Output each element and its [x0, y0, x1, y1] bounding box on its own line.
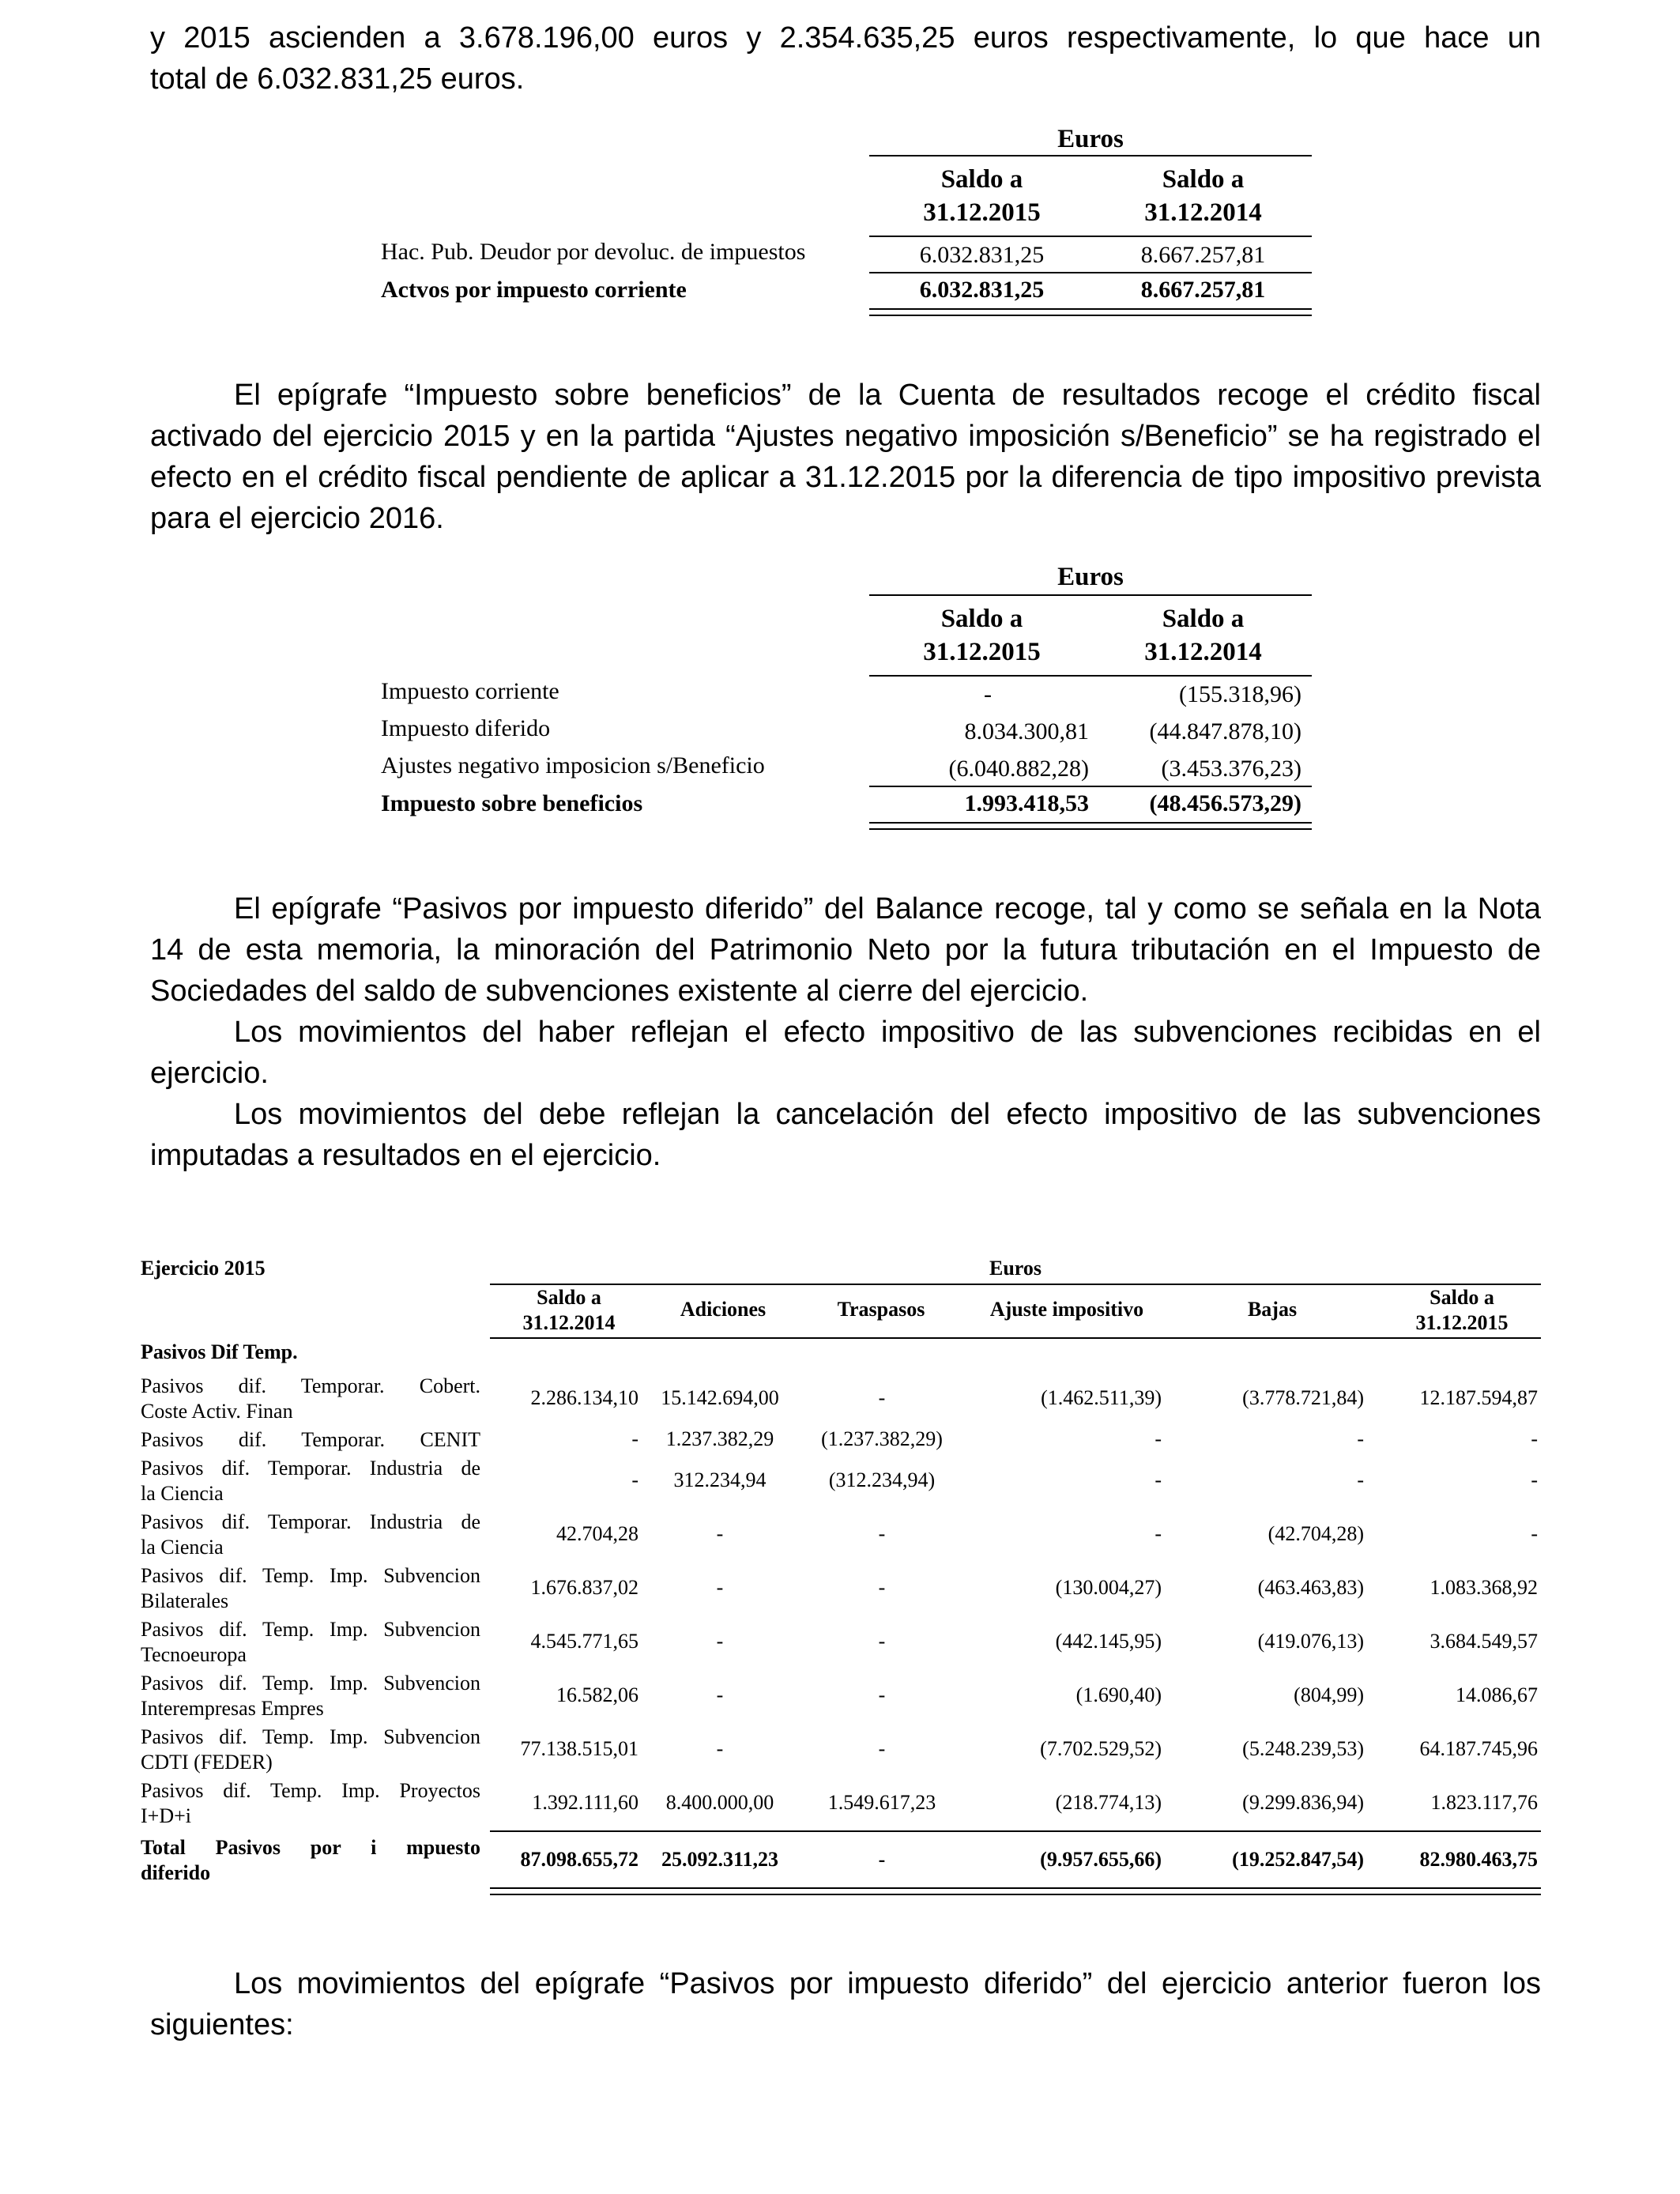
table3-cell-bajas: (419.076,13): [1257, 1630, 1364, 1653]
table3-cell-bajas: (9.299.836,94): [1242, 1791, 1364, 1814]
table3-cell-traspasos: -: [878, 1386, 886, 1409]
paragraph-intro-line1: y 2015 ascienden a 3.678.196,00 euros y 2.354.635,25 euros respectivamente, lo que hace un: [150, 21, 1541, 55]
table3-cell-adiciones: 312.234,94: [673, 1468, 767, 1491]
table3-cell-adiciones: -: [716, 1576, 724, 1599]
table2-col1-header: Saldo a 31.12.2015: [923, 605, 1041, 666]
table3-cell-ajuste: (218.774,13): [1055, 1791, 1162, 1814]
table3-cell-traspasos: -: [878, 1630, 886, 1653]
table2-col2-header: Saldo a 31.12.2014: [1144, 605, 1262, 666]
table3-cell-bajas: -: [1357, 1427, 1364, 1450]
table3-cell-saldo-2015: 14.086,67: [1456, 1683, 1538, 1706]
table3-cell-ajuste: (442.145,95): [1055, 1630, 1162, 1653]
table2-total-value-2015: 1.993.418,53: [964, 790, 1089, 816]
table3-cell-adiciones: 1.237.382,29: [665, 1427, 774, 1450]
table3-header-saldo-2015: Saldo a 31.12.2015: [1415, 1286, 1509, 1334]
table2-row-label: Impuesto corriente: [381, 678, 559, 704]
table3-currency: Euros: [989, 1257, 1042, 1280]
table3-total-saldo-2014: 87.098.655,72: [520, 1848, 638, 1871]
table3-cell-bajas: (3.778.721,84): [1242, 1386, 1364, 1409]
table2-total-value-2014: (48.456.573,29): [1149, 790, 1301, 816]
table3-cell-saldo-2015: -: [1531, 1427, 1538, 1450]
table2-row-label: Ajustes negativo imposicion s/Beneficio: [381, 752, 765, 778]
table3-cell-saldo-2015: 12.187.594,87: [1419, 1386, 1538, 1409]
table3-total-bajas: (19.252.847,54): [1232, 1848, 1364, 1871]
table3-row-label: Pasivos dif. Temp. Imp. Proyectos I+D+i: [141, 1779, 480, 1827]
paragraph-impuesto-beneficios: El epígrafe “Impuesto sobre beneficios” de la Cuenta de resultados recoge el crédito fiscal activado del ejercicio 2015 y en la partida “Ajustes negativo imposición s/Beneficio” se ha registrado el efecto en el crédito fiscal pendiente de aplicar a 31.12.2015 por la diferencia de tipo impositivo prevista para el ejercicio 2016.: [150, 379, 1541, 535]
paragraph-intro-line2: total de 6.032.831,25 euros.: [150, 62, 525, 96]
table2-row-value-2015: -: [984, 681, 992, 707]
table3-cell-ajuste: (1.462.511,39): [1041, 1386, 1162, 1409]
table3-cell-adiciones: 8.400.000,00: [665, 1791, 774, 1814]
table3-cell-saldo-2015: 64.187.745,96: [1419, 1737, 1538, 1760]
table3-cell-traspasos: -: [878, 1576, 886, 1599]
table3-cell-adiciones: -: [716, 1522, 724, 1545]
table3-cell-saldo-2015: 3.684.549,57: [1430, 1630, 1538, 1653]
table3-row-label: Pasivos dif. Temp. Imp. Subvencion Interempresas Empres: [141, 1672, 480, 1720]
table3-title: Ejercicio 2015: [141, 1257, 266, 1280]
table1-col1-header: Saldo a 31.12.2015: [923, 165, 1041, 227]
table3-cell-traspasos: -: [878, 1737, 886, 1760]
table2-row-value-2014: (44.847.878,10): [1149, 718, 1301, 745]
table3-cell-saldo-2014: 77.138.515,01: [520, 1737, 638, 1760]
table3-cell-bajas: -: [1357, 1468, 1364, 1491]
table2-currency: Euros: [1057, 563, 1124, 591]
table3-cell-traspasos: (1.237.382,29): [821, 1427, 943, 1450]
table3-total-adiciones: 25.092.311,23: [661, 1848, 779, 1871]
table1-total-label: Actvos por impuesto corriente: [381, 277, 687, 303]
paragraph-movimientos-debe: Los movimientos del debe reflejan la cancelación del efecto impositivo de las subvenciones imputadas a resultados en el ejercicio.: [150, 1098, 1541, 1172]
paragraph-movimientos-haber: Los movimientos del haber reflejan el efecto impositivo de las subvenciones recibidas en el ejercicio.: [150, 1016, 1541, 1090]
table3-cell-ajuste: (130.004,27): [1055, 1576, 1162, 1599]
table3-cell-saldo-2015: -: [1531, 1468, 1538, 1491]
table2-row-value-2014: (155.318,96): [1179, 681, 1301, 707]
table1-row-value-2015: 6.032.831,25: [919, 242, 1045, 268]
table3-cell-saldo-2014: -: [631, 1468, 638, 1491]
paragraph-ejercicio-anterior: Los movimientos del epígrafe “Pasivos por impuesto diferido” del ejercicio anterior fueron los siguientes:: [150, 1967, 1541, 2041]
table3-section-label: Pasivos Dif Temp.: [141, 1340, 298, 1363]
table3-cell-adiciones: -: [716, 1630, 724, 1653]
table3-row-label: Pasivos dif. Temporar. CENIT: [141, 1428, 480, 1451]
paragraph-pasivos-diferido: El epígrafe “Pasivos por impuesto diferido” del Balance recoge, tal y como se señala en la Nota 14 de esta memoria, la minoración del Patrimonio Neto por la futura tributación en el Impuesto de Sociedades del saldo de subvenciones existente al cierre del ejercicio.: [150, 892, 1541, 1008]
table3-cell-saldo-2014: 4.545.771,65: [530, 1630, 638, 1653]
table1-total-value-2015: 6.032.831,25: [919, 277, 1045, 303]
table3-cell-ajuste: -: [1155, 1522, 1162, 1545]
table3-cell-adiciones: -: [716, 1683, 724, 1706]
table3-total-ajuste: (9.957.655,66): [1040, 1848, 1162, 1871]
table3-cell-traspasos: (312.234,94): [828, 1468, 936, 1491]
table3-header-ajuste: Ajuste impositivo: [989, 1298, 1144, 1321]
table3-cell-adiciones: 15.142.694,00: [661, 1386, 779, 1409]
table3-header-adiciones: Adiciones: [680, 1298, 767, 1321]
table2-row-value-2015: 8.034.300,81: [964, 718, 1089, 745]
table3-header-bajas: Bajas: [1247, 1298, 1298, 1321]
table3-cell-saldo-2014: 1.676.837,02: [530, 1576, 638, 1599]
table3-row-label: Pasivos dif. Temporar. Cobert. Coste Activ. Finan: [141, 1374, 480, 1423]
table2-row-label: Impuesto diferido: [381, 715, 551, 741]
table3-cell-saldo-2014: -: [631, 1427, 638, 1450]
table2-total-label: Impuesto sobre beneficios: [381, 790, 643, 816]
table3-cell-bajas: (5.248.239,53): [1242, 1737, 1364, 1760]
table3-cell-saldo-2014: 1.392.111,60: [532, 1791, 638, 1814]
table1-total-value-2014: 8.667.257,81: [1140, 277, 1266, 303]
table2-row-value-2015: (6.040.882,28): [948, 756, 1089, 782]
table3-cell-ajuste: (1.690,40): [1075, 1683, 1162, 1706]
table3-cell-saldo-2014: 2.286.134,10: [530, 1386, 638, 1409]
table1-row-label: Hac. Pub. Deudor por devoluc. de impuestos: [381, 239, 806, 265]
table3-cell-ajuste: -: [1155, 1468, 1162, 1491]
table3-header-traspasos: Traspasos: [837, 1298, 925, 1321]
table1-row-value-2014: 8.667.257,81: [1140, 242, 1266, 268]
table3-cell-bajas: (804,99): [1294, 1683, 1364, 1706]
table3-cell-bajas: (42.704,28): [1268, 1522, 1364, 1545]
table3-cell-saldo-2015: -: [1531, 1522, 1538, 1545]
table3-cell-saldo-2015: 1.083.368,92: [1430, 1576, 1538, 1599]
table3-total-traspasos: -: [878, 1848, 886, 1871]
table3-row-label: Pasivos dif. Temporar. Industria de la Ciencia: [141, 1457, 480, 1505]
table3-cell-traspasos: 1.549.617,23: [827, 1791, 936, 1814]
table3-row-label: Pasivos dif. Temp. Imp. Subvencion Tecnoeuropa: [141, 1618, 480, 1666]
table3-cell-bajas: (463.463,83): [1257, 1576, 1364, 1599]
table3-cell-saldo-2015: 1.823.117,76: [1430, 1791, 1538, 1814]
table3-cell-ajuste: -: [1155, 1427, 1162, 1450]
table3-cell-traspasos: -: [878, 1522, 886, 1545]
table3-row-label: Pasivos dif. Temp. Imp. Subvencion CDTI (FEDER): [141, 1725, 480, 1774]
table3-total-saldo-2015: 82.980.463,75: [1419, 1848, 1538, 1871]
table3-row-label: Pasivos dif. Temporar. Industria de la Ciencia: [141, 1510, 480, 1559]
table3-total-label: Total Pasivos por i mpuesto diferido: [141, 1836, 480, 1884]
table3-cell-saldo-2014: 42.704,28: [556, 1522, 638, 1545]
table3-cell-adiciones: -: [716, 1737, 724, 1760]
table3-cell-saldo-2014: 16.582,06: [556, 1683, 638, 1706]
table2-row-value-2014: (3.453.376,23): [1161, 756, 1301, 782]
table1-col2-header: Saldo a 31.12.2014: [1144, 165, 1262, 227]
table1-currency: Euros: [1057, 125, 1124, 153]
table3-cell-traspasos: -: [878, 1683, 886, 1706]
table3-row-label: Pasivos dif. Temp. Imp. Subvencion Bilaterales: [141, 1564, 480, 1612]
table3-cell-ajuste: (7.702.529,52): [1040, 1737, 1162, 1760]
table3-header-saldo-2014: Saldo a 31.12.2014: [522, 1286, 616, 1334]
